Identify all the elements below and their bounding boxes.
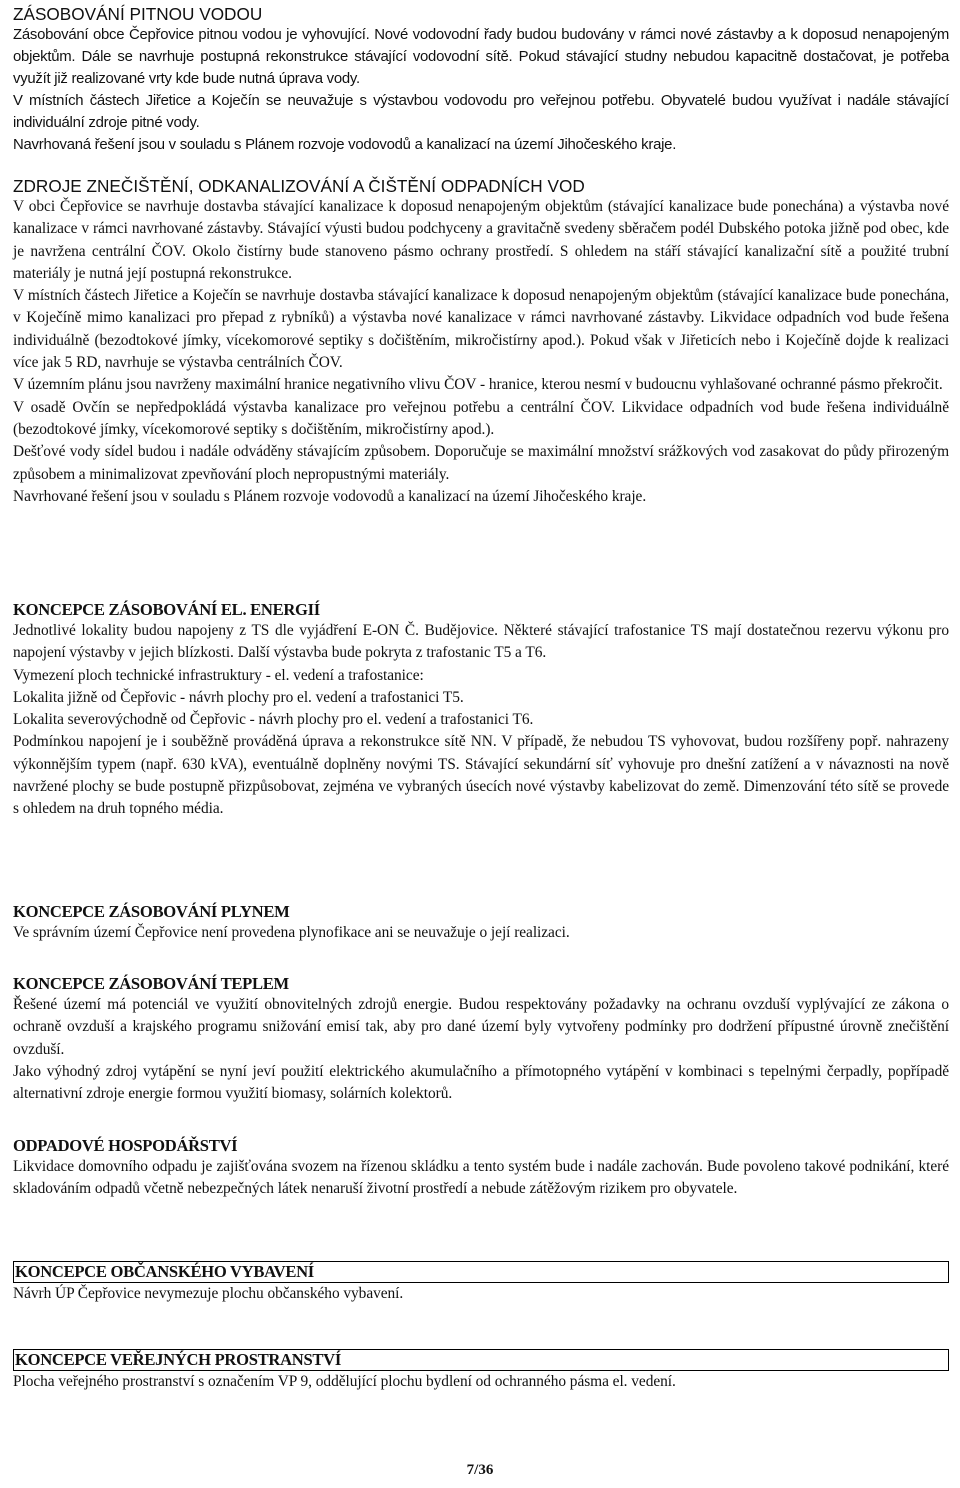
section-title: KONCEPCE ZÁSOBOVÁNÍ PLYNEM — [13, 902, 290, 921]
section-title: ODPADOVÉ HOSPODÁŘSTVÍ — [13, 1136, 238, 1155]
paragraph: Navrhovaná řešení jsou v souladu s Plánem rozvoje vodovodů a kanalizací na území Jihočeského kraje. — [13, 137, 677, 153]
paragraph: Dešťové vody sídel budou i nadále odváděny stávajícím způsobem. Doporučuje se maximální množství srážkových vod zasakovat do půdy přirozeným způsobem a minimalizovat zpevňování ploch nepropustnými materiály. — [13, 443, 949, 483]
paragraph: V osadě Ovčín se nepředpokládá výstavba kanalizace pro veřejnou potřebu a centrální ČOV. Likvidace odpadních vod bude řešena individuálně (bezodtokové jímky, vícekomorové septiky s dočištěním, mikročistírny apod.). — [13, 398, 949, 438]
section-public-spaces — [13, 1349, 949, 1393]
paragraph: Plocha veřejného prostranství s označením VP 9, oddělující plochu bydlení od ochranného pásma el. vedení. — [13, 1373, 676, 1390]
paragraph: Řešené území má potenciál ve využití obnovitelných zdrojů energie. Budou respektovány požadavky na ochranu ovzduší vyplývající ze zákona o ochraně ovzduší a krajského programu snižování emisí tak, aby pro dané území byly vytvořeny podmínky pro dodržení přípustné úrovně znečištění ovzduší. — [13, 996, 949, 1058]
paragraph: V obci Čepřovice se navrhuje dostavba stávající kanalizace k doposud nenapojeným objektům (stávající kanalizace bude ponechána) a výstavba nové kanalizace v rámci navrhované zástavby. Stávající výusti budou podchyceny a gravitačně svedeny sběračem podél Dubského potoka jižně pod obec, kde je navržena centrální ČOV. Okolo čistírny bude stanoveno pásmo ochrany prostředí. S ohledem na stáří stávající kanalizační sítě a použité trubní materiály je nutná její postupná rekonstrukce. — [13, 198, 949, 282]
section-gas — [13, 902, 949, 944]
paragraph: V územním plánu jsou navrženy maximální hranice negativního vlivu ČOV - hranice, kterou nesmí v budoucnu vyhlašované ochranné pásmo překročit. — [13, 376, 943, 394]
paragraph: V místních částech Jiřetice a Koječín se neuvažuje s výstavbou vodovodu pro veřejnou potřebu. Obyvatelé budou využívat i nadále stávající individuální zdroje pitné vody. — [13, 93, 949, 131]
section-civic-amenities — [13, 1261, 949, 1305]
paragraph: Lokalita jižně od Čepřovic - návrh plochy pro el. vedení a trafostanici T5. — [13, 688, 464, 706]
page-number: 7/36 — [466, 1462, 494, 1478]
paragraph: Podmínkou napojení je i souběžně prováděná úprava a rekonstrukce sítě NN. V případě, že nebudou TS vyhovovat, budou rozšířeny popř. nahrazeny výkonnějším typem (např. 630 kVA), eventuálně doplněny novými TS. Stávající sekundární síť vyhovuje pro dnešní zatížení a v návaznosti na nově navržené plochy se bude postupně přizpůsobovat, zejména ve vybraných úsecích nové výstavby kabelizovat do země. Dimenzování této sítě se provede s ohledem na druh topného média. — [13, 733, 949, 818]
section-waste — [13, 1136, 949, 1201]
section-electricity — [13, 600, 949, 821]
paragraph: Navrhované řešení jsou v souladu s Plánem rozvoje vodovodů a kanalizací na území Jihočeského kraje. — [13, 487, 647, 505]
paragraph: Jednotlivé lokality budou napojeny z TS dle vyjádření E-ON Č. Budějovice. Některé stávající trafostanice TS mají dostatečnou rezervu výkonu pro napojení výstavby v jejich blízkosti. Další výstavba bude pokryta z trafostanic T5 a T6. — [13, 622, 949, 662]
section-title: KONCEPCE ZÁSOBOVÁNÍ EL. ENERGIÍ — [13, 600, 320, 619]
paragraph: Jako výhodný zdroj vytápění se nyní jeví použití elektrického akumulačního a přímotopného vytápění v kombinaci s tepelnými čerpadly, popřípadě alternativní zdroje energie formou využití biomasy, solárních kolektorů. — [13, 1062, 949, 1103]
section-wastewater — [13, 176, 949, 508]
paragraph: Ve správním území Čepřovice není provedena plynofikace ani se neuvažuje o její realizaci. — [13, 924, 570, 941]
paragraph: Návrh ÚP Čepřovice nevymezuje plochu občanského vybavení. — [13, 1285, 404, 1302]
section-title: KONCEPCE ZÁSOBOVÁNÍ TEPLEM — [13, 974, 289, 993]
paragraph: Vymezení ploch technické infrastruktury - el. vedení a trafostanice: — [13, 666, 424, 684]
section-drinking-water — [13, 4, 949, 156]
section-heating — [13, 974, 949, 1105]
section-title: KONCEPCE VEŘEJNÝCH PROSTRANSTVÍ — [13, 1349, 949, 1371]
paragraph: Lokalita severovýchodně od Čepřovic - návrh plochy pro el. vedení a trafostanici T6. — [13, 711, 534, 729]
section-title: ZDROJE ZNEČIŠTĚNÍ, ODKANALIZOVÁNÍ A ČIŠTĚNÍ ODPADNÍCH VOD — [13, 176, 585, 196]
paragraph: V místních částech Jiřetice a Koječín se navrhuje dostavba stávající kanalizace k doposud nenapojeným objektům (stávající kanalizace bude ponechána, v Koječíně mimo kanalizaci pro přepad z rybníků) a výstavba nové kanalizace v rámci navrhované zástavby. Likvidace odpadních vod bude řešena individuálně (bezodtokové jímky, vícekomorové septiky s dočištěním, mikročistírny apod.). Pokud však v Jiřeticích nebo i Koječíně dojde k realizaci více jak 5 RD, navrhuje se výstavba centrálních ČOV. — [13, 287, 949, 372]
paragraph: Likvidace domovního odpadu je zajišťována svozem na řízenou skládku a tento systém bude i nadále zachován. Bude povoleno takové podnikání, které skladováním odpadů včetně nebezpečných látek nenaruší životní prostředí a nebude zátěžovým rizikem pro obyvatele. — [13, 1158, 949, 1198]
section-title: ZÁSOBOVÁNÍ PITNOU VODOU — [13, 4, 263, 24]
paragraph: Zásobování obce Čepřovice pitnou vodou je vyhovující. Nové vodovodní řady budou budovány v rámci nové zástavby a k doposud nenapojeným objektům. Dále se navrhuje postupná rekonstrukce stávající vodovodní sítě. Pokud stávající studny nebudou kapacitně dostačovat, je potřeba využít již realizované vrty kde bude nutná úprava vody. — [13, 27, 949, 87]
section-title: KONCEPCE OBČANSKÉHO VYBAVENÍ — [13, 1261, 949, 1283]
